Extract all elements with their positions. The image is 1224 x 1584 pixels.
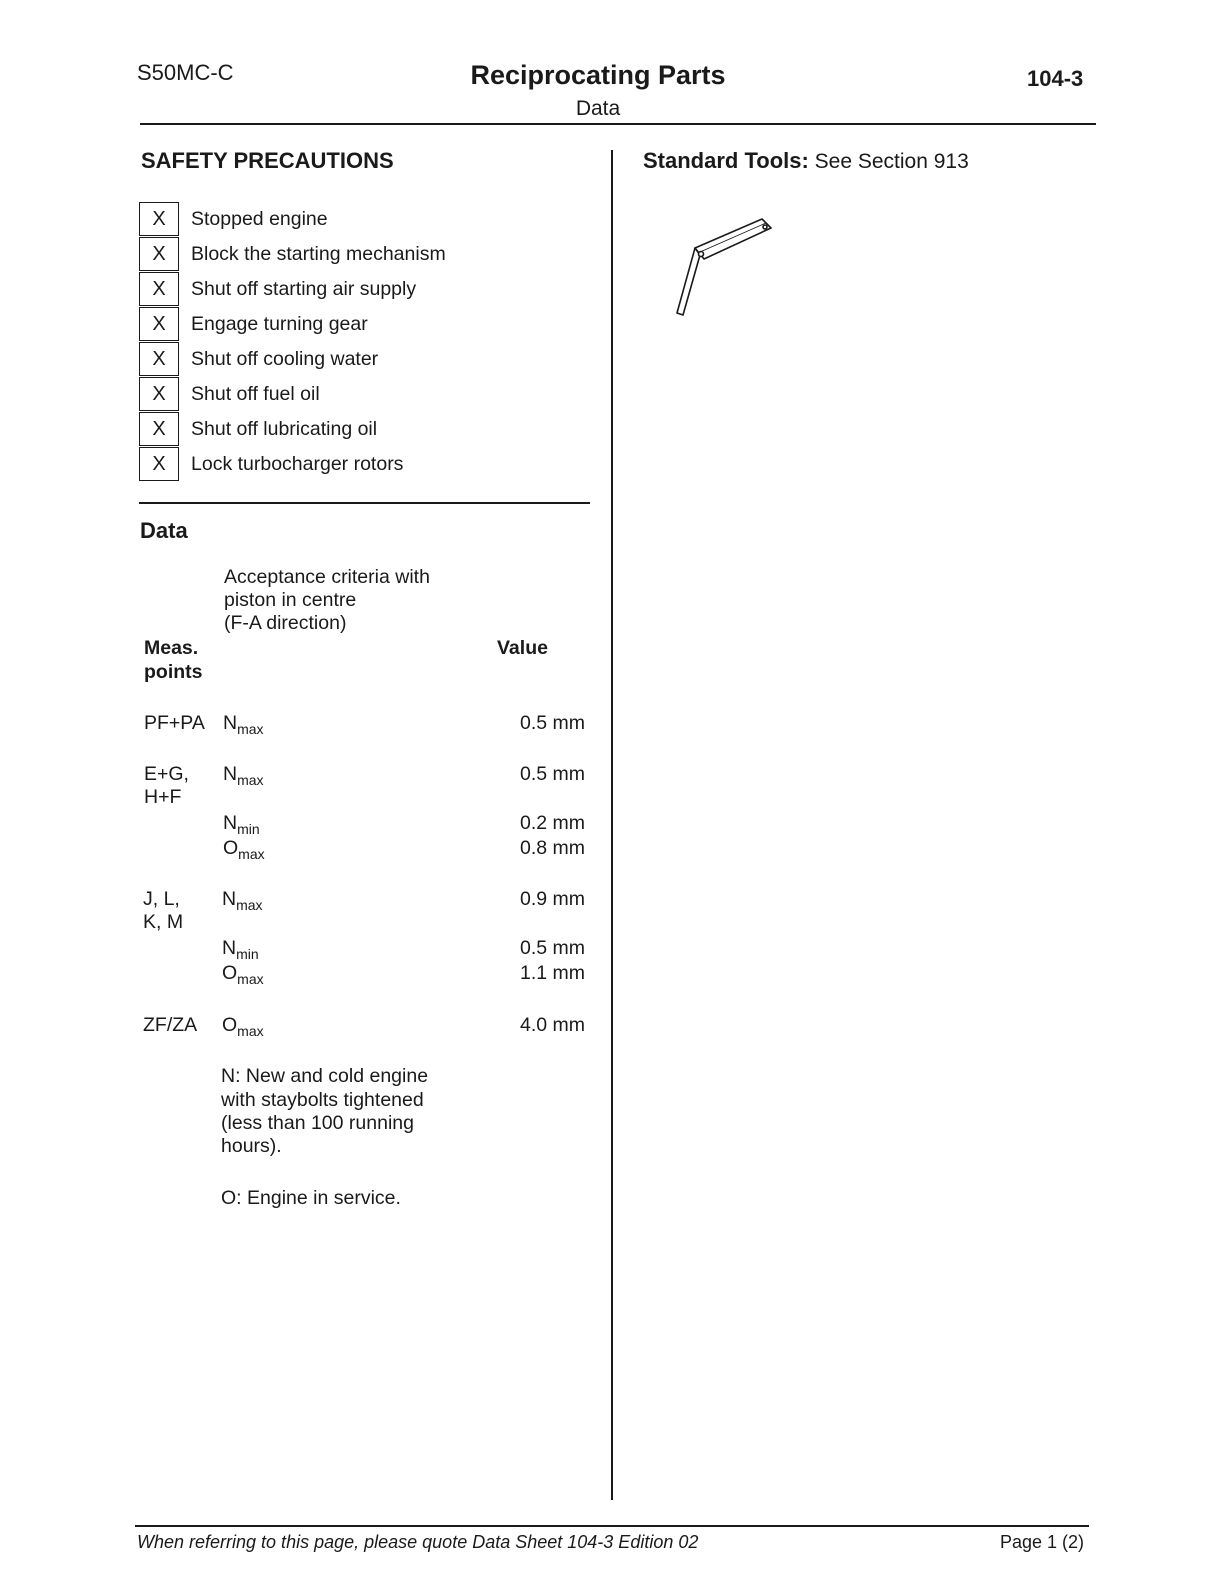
safety-precautions-title: SAFETY PRECAUTIONS bbox=[141, 148, 394, 173]
safety-rule bbox=[139, 502, 590, 504]
note-n-line: N: New and cold engine bbox=[221, 1065, 429, 1087]
criterion-value: 0.9 mm bbox=[519, 888, 585, 910]
meas-point: E+G, bbox=[144, 763, 189, 785]
checkbox-cooling-water: X bbox=[139, 342, 179, 376]
criterion-symbol: $N_{max}$ bbox=[222, 888, 263, 913]
standard-tools-reference: See Section 913 bbox=[814, 150, 969, 173]
criterion-symbol: $N_{min}$ bbox=[222, 937, 259, 962]
data-section-title: Data bbox=[140, 518, 188, 543]
safety-item-label: Block the starting mechanism bbox=[191, 243, 446, 265]
meas-point: H+F bbox=[144, 786, 182, 808]
criterion-value: 0.2 mm bbox=[519, 812, 585, 834]
criterion-value: 1.1 mm bbox=[519, 962, 585, 984]
safety-item-label: Shut off fuel oil bbox=[191, 383, 320, 405]
meas-point: PF+PA bbox=[144, 712, 205, 734]
column-header-value: Value bbox=[497, 637, 548, 659]
note-o: O: Engine in service. bbox=[221, 1187, 401, 1209]
criterion-symbol: $N_{max}$ bbox=[223, 763, 264, 788]
column-header-points: points bbox=[144, 661, 203, 683]
criterion-value: 0.8 mm bbox=[519, 837, 585, 859]
criterion-value: 0.5 mm bbox=[519, 937, 585, 959]
engine-model: S50MC-C bbox=[137, 60, 234, 85]
meas-point: J, L, bbox=[143, 888, 180, 910]
header-rule bbox=[140, 123, 1096, 125]
column-header-meas: Meas. bbox=[144, 637, 199, 659]
page-number: Page 1 (2) bbox=[1000, 1532, 1085, 1552]
page-title: Reciprocating Parts bbox=[470, 60, 726, 90]
footer-rule bbox=[135, 1525, 1089, 1527]
criterion-value: 0.5 mm bbox=[519, 712, 585, 734]
criteria-line: (F-A direction) bbox=[224, 612, 347, 634]
note-n-line: hours). bbox=[221, 1135, 282, 1157]
criterion-symbol: $N_{min}$ bbox=[223, 812, 260, 837]
criterion-symbol: $N_{max}$ bbox=[223, 712, 264, 737]
checkbox-turning-gear: X bbox=[139, 307, 179, 341]
checkbox-block-starting: X bbox=[139, 237, 179, 271]
safety-item-label: Shut off starting air supply bbox=[191, 278, 417, 300]
safety-item-label: Shut off cooling water bbox=[191, 348, 379, 370]
meas-point: K, M bbox=[143, 911, 184, 933]
criterion-symbol: $O_{max}$ bbox=[222, 1014, 264, 1039]
criterion-value: 0.5 mm bbox=[519, 763, 585, 785]
criterion-symbol: $O_{max}$ bbox=[222, 962, 264, 987]
meas-point: ZF/ZA bbox=[143, 1014, 198, 1036]
standard-tools bbox=[643, 148, 969, 174]
criteria-line: Acceptance criteria with bbox=[224, 566, 430, 588]
checkbox-lubricating-oil: X bbox=[139, 412, 179, 446]
note-n-line: (less than 100 running bbox=[221, 1112, 414, 1134]
footer-reference: When referring to this page, please quote Data Sheet 104-3 Edition 02 bbox=[137, 1532, 699, 1552]
safety-item-label: Stopped engine bbox=[191, 208, 328, 230]
checkbox-starting-air: X bbox=[139, 272, 179, 306]
checkbox-turbocharger: X bbox=[139, 447, 179, 481]
column-divider bbox=[611, 150, 613, 1500]
safety-item-label: Lock turbocharger rotors bbox=[191, 453, 404, 475]
safety-item-label: Shut off lubricating oil bbox=[191, 418, 378, 440]
standard-tools-label: Standard Tools: bbox=[643, 148, 809, 173]
crank-deflection-gauge-icon bbox=[670, 210, 780, 320]
checkbox-stopped-engine: X bbox=[139, 202, 179, 236]
safety-item-label: Engage turning gear bbox=[191, 313, 368, 335]
page-subtitle: Data bbox=[575, 97, 621, 120]
criterion-symbol: $O_{max}$ bbox=[223, 837, 265, 862]
sheet-number: 104-3 bbox=[1027, 66, 1084, 91]
checkbox-fuel-oil: X bbox=[139, 377, 179, 411]
criteria-line: piston in centre bbox=[224, 589, 357, 611]
note-n-line: with staybolts tightened bbox=[221, 1089, 424, 1111]
criterion-value: 4.0 mm bbox=[519, 1014, 585, 1036]
